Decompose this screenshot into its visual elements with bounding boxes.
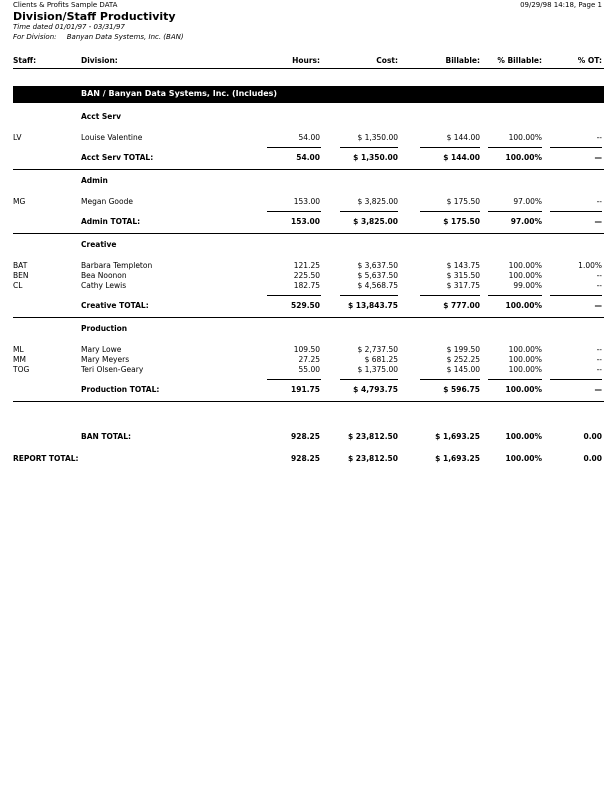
header-divider [13,68,604,69]
staff-name: Mary Meyers [81,355,130,364]
staff-name: Barbara Templeton [81,261,153,270]
col-division: Division: [81,56,118,65]
hours-value: 225.50 [293,271,320,280]
group-heading-production: Production [81,324,128,333]
group-heading-creative: Creative [81,240,117,249]
staff-code: MG [13,197,26,206]
group-heading-acct-serv: Acct Serv [81,112,121,121]
subtotal-rule [340,295,398,296]
report-total-label: REPORT TOTAL: [13,454,79,463]
staff-name: Teri Olsen-Geary [81,365,144,374]
subtotal-rule [267,295,321,296]
pct-ot-value: -- [596,281,602,290]
subtotal-rule [340,211,398,212]
billable-value: $ 144.00 [446,133,480,142]
pct-ot-total: — [594,217,602,226]
hours-value: 109.50 [293,345,320,354]
cost-total: $ 23,812.50 [347,454,398,463]
group-divider [13,233,604,234]
subtotal-rule [267,211,321,212]
time-dated-label: Time dated [13,23,53,31]
pct-billable-total: 100.00% [505,301,542,310]
time-dated-line [13,23,125,31]
subtotal-rule [420,379,480,380]
table-row [0,281,612,291]
cost-value: $ 3,825.00 [357,197,398,206]
billable-value: $ 317.75 [446,281,480,290]
subtotal-rule [550,211,602,212]
group-total-row [0,153,612,163]
cost-value: $ 2,737.50 [357,345,398,354]
group-total-row [0,217,612,227]
hours-total: 928.25 [291,454,320,463]
group-total-row [0,301,612,311]
cost-value: $ 1,375.00 [357,365,398,374]
cost-total: $ 13,843.75 [347,301,398,310]
billable-total: $ 175.50 [443,217,480,226]
cost-value: $ 3,637.50 [357,261,398,270]
staff-code: BAT [13,261,28,270]
pct-billable-value: 100.00% [508,133,542,142]
pct-billable-value: 100.00% [508,271,542,280]
subtotal-rule [340,379,398,380]
billable-value: $ 175.50 [446,197,480,206]
pct-billable-total: 97.00% [510,217,542,226]
col-staff: Staff: [13,56,37,65]
billable-value: $ 199.50 [446,345,480,354]
group-divider [13,169,604,170]
division-total-row [0,432,612,442]
staff-name: Louise Valentine [81,133,143,142]
table-row [0,261,612,271]
cost-total: $ 23,812.50 [347,432,398,441]
pct-ot-value: -- [596,355,602,364]
pct-billable-total: 100.00% [505,454,542,463]
hours-value: 182.75 [293,281,320,290]
division-band-label: BAN / Banyan Data Systems, Inc. (Includes) [81,89,278,98]
group-total-label: Acct Serv TOTAL: [81,153,154,162]
subtotal-rule [488,295,542,296]
staff-name: Bea Noonon [81,271,127,280]
pct-ot-value: -- [596,133,602,142]
group-total-label: Creative TOTAL: [81,301,149,310]
hours-total: 191.75 [291,385,320,394]
subtotal-rule [550,295,602,296]
hours-total: 153.00 [291,217,320,226]
cost-total: $ 4,793.75 [353,385,398,394]
staff-code: LV [13,133,22,142]
billable-total: $ 596.75 [443,385,480,394]
hours-total: 928.25 [291,432,320,441]
cost-total: $ 3,825.00 [353,217,398,226]
table-row [0,197,612,207]
billable-value: $ 252.25 [446,355,480,364]
cost-value: $ 681.25 [364,355,398,364]
column-header-row [0,56,612,66]
hours-value: 27.25 [298,355,320,364]
subtotal-rule [267,379,321,380]
hours-total: 529.50 [291,301,320,310]
table-row [0,271,612,281]
pct-billable-value: 100.00% [508,261,542,270]
division-value: Banyan Data Systems, Inc. (BAN) [66,33,184,41]
subtotal-rule [550,379,602,380]
table-row [0,365,612,375]
billable-total: $ 144.00 [443,153,480,162]
pct-ot-total: — [594,301,602,310]
cost-value: $ 4,568.75 [357,281,398,290]
company-line: Clients & Profits Sample DATA [13,1,118,9]
pct-ot-total: 0.00 [583,432,602,441]
pct-billable-value: 97.00% [513,197,542,206]
subtotal-rule [420,147,480,148]
col-pct-billable: % Billable: [497,56,542,65]
pct-billable-value: 99.00% [513,281,542,290]
pct-ot-value: 1.00% [578,261,602,270]
billable-value: $ 143.75 [446,261,480,270]
staff-name: Megan Goode [81,197,133,206]
group-total-row [0,385,612,395]
staff-code: CL [13,281,23,290]
hours-value: 54.00 [298,133,320,142]
division-band [13,86,604,103]
pct-billable-total: 100.00% [505,385,542,394]
subtotal-rule [420,211,480,212]
subtotal-rule [420,295,480,296]
col-billable: Billable: [445,56,480,65]
hours-total: 54.00 [296,153,320,162]
pct-ot-total: 0.00 [583,454,602,463]
group-divider [13,317,604,318]
billable-total: $ 1,693.25 [435,454,480,463]
pct-ot-value: -- [596,197,602,206]
staff-code: MM [13,355,26,364]
subtotal-rule [340,147,398,148]
hours-value: 121.25 [293,261,320,270]
division-total-label: BAN TOTAL: [81,432,132,441]
pct-billable-value: 100.00% [508,355,542,364]
staff-code: TOG [13,365,30,374]
cost-total: $ 1,350.00 [353,153,398,162]
time-dated-value: 01/01/97 - 03/31/97 [55,23,125,31]
group-total-label: Admin TOTAL: [81,217,141,226]
staff-name: Mary Lowe [81,345,122,354]
billable-total: $ 777.00 [443,301,480,310]
subtotal-rule [550,147,602,148]
col-cost: Cost: [376,56,398,65]
col-hours: Hours: [292,56,320,65]
col-pct-ot: % OT: [577,56,602,65]
division-line [13,33,184,41]
table-row [0,133,612,143]
subtotal-rule [488,211,542,212]
staff-code: BEN [13,271,29,280]
billable-total: $ 1,693.25 [435,432,480,441]
subtotal-rule [267,147,321,148]
billable-value: $ 315.50 [446,271,480,280]
pct-ot-value: -- [596,345,602,354]
report-total-row [0,454,612,464]
cost-value: $ 5,637.50 [357,271,398,280]
pct-ot-total: — [594,153,602,162]
subtotal-rule [488,379,542,380]
pct-ot-value: -- [596,271,602,280]
pct-billable-value: 100.00% [508,365,542,374]
table-row [0,345,612,355]
division-label: For Division: [13,33,57,41]
report-timestamp: 09/29/98 14:18, Page 1 [520,1,602,9]
pct-billable-total: 100.00% [505,432,542,441]
subtotal-rule [488,147,542,148]
staff-name: Cathy Lewis [81,281,127,290]
group-heading-admin: Admin [81,176,108,185]
staff-code: ML [13,345,24,354]
pct-billable-value: 100.00% [508,345,542,354]
hours-value: 153.00 [293,197,320,206]
pct-ot-value: -- [596,365,602,374]
pct-billable-total: 100.00% [505,153,542,162]
table-row [0,355,612,365]
billable-value: $ 145.00 [446,365,480,374]
group-divider [13,401,604,402]
pct-ot-total: — [594,385,602,394]
cost-value: $ 1,350.00 [357,133,398,142]
group-total-label: Production TOTAL: [81,385,160,394]
report-title: Division/Staff Productivity [13,10,176,23]
hours-value: 55.00 [298,365,320,374]
